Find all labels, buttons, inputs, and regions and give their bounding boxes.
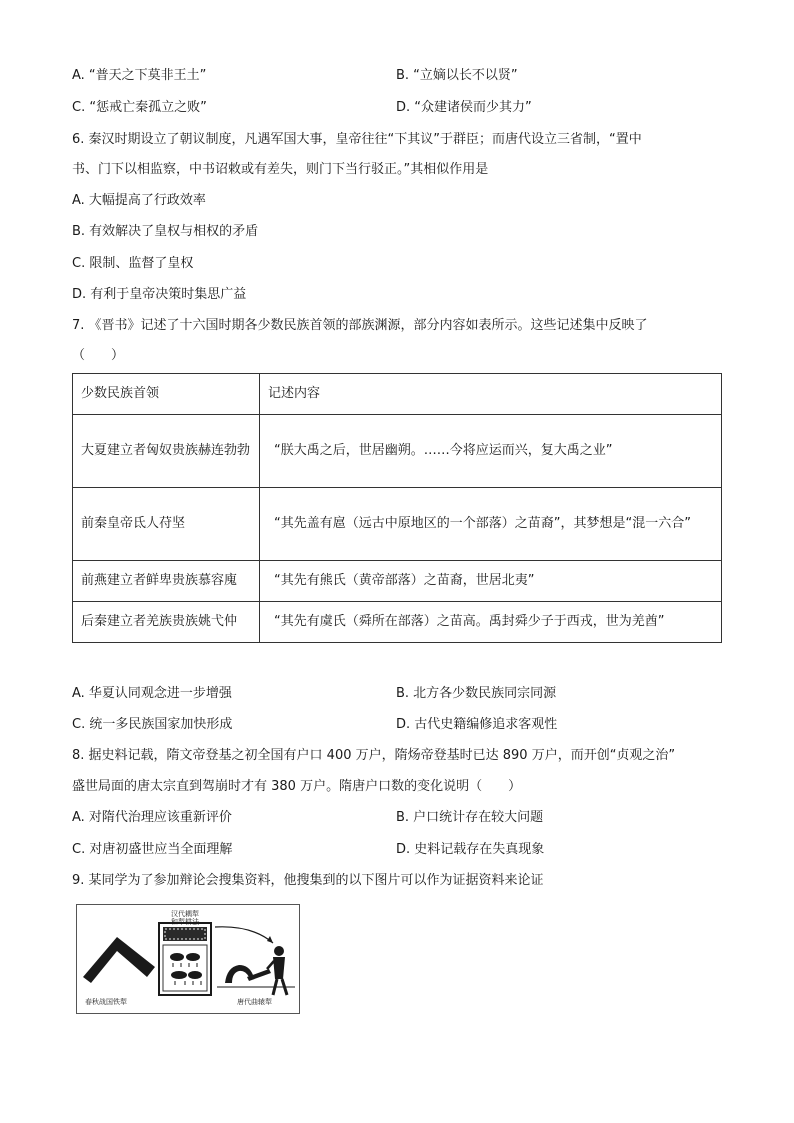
q7-option-d: D. 古代史籍编修追求客观性	[396, 717, 558, 732]
q8-stem-line1: 8. 据史料记载，隋文帝登基之初全国有户口 400 万户，隋炀帝登基时已达 890 万户，而开创“贞观之治”	[72, 748, 676, 763]
q7-option-a: A. 华夏认同观念进一步增强	[72, 686, 232, 701]
q7-stem-line2: （ ）	[72, 348, 125, 363]
table-row	[73, 415, 722, 488]
table-header-leader: 少数民族首领	[73, 374, 260, 415]
q5-option-b: B. “立嫡以长不以贤”	[396, 68, 518, 83]
q6-stem-line2: 书、门下以相监察，中书诏敕或有差失，则门下当行驳正。”其相似作用是	[72, 162, 489, 177]
ox-icon	[186, 953, 200, 961]
ox-icon	[188, 971, 202, 979]
table-row	[73, 602, 722, 643]
q8-option-c: C. 对唐初盛世应当全面理解	[72, 842, 233, 857]
q7-option-c: C. 统一多民族国家加快形成	[72, 717, 233, 732]
q8-stem-line2: 盛世局面的唐太宗直到驾崩时才有 380 万户。隋唐户口数的变化说明（ ）	[72, 779, 522, 794]
q7-stem-line1: 7. 《晋书》记述了十六国时期各少数民族首领的部族渊源，部分内容如表所示。这些记述集中反映了	[72, 318, 648, 333]
q8-option-d: D. 史料记载存在失真现象	[396, 842, 545, 857]
iron-plough-shape	[83, 937, 155, 983]
table-cell-content: “朕大禹之后，世居幽朔。……今将应运而兴，复大禹之业”	[260, 415, 722, 488]
q9-stem-line1: 9. 某同学为了参加辩论会搜集资料，他搜集到的以下图片可以作为证据资料来论证	[72, 873, 544, 888]
label-curved-plough: 唐代曲辕犁	[237, 998, 272, 1006]
label-han-plough-2: 和犁耕法	[171, 918, 199, 926]
ox-icon	[171, 971, 187, 979]
table-cell-content: “其先盖有扈（远古中原地区的一个部落）之苗裔”，其梦想是“混一六合”	[260, 488, 722, 561]
q7-option-b: B. 北方各少数民族同宗同源	[396, 686, 557, 701]
table-row	[73, 561, 722, 602]
ox-icon	[170, 953, 184, 961]
q6-option-c: C. 限制、监督了皇权	[72, 256, 194, 271]
q7-records-table	[72, 373, 722, 643]
q8-option-a: A. 对隋代治理应该重新评价	[72, 810, 232, 825]
label-iron-plough: 春秋战国铁犁	[85, 998, 127, 1006]
q8-option-b: B. 户口统计存在较大问题	[396, 810, 544, 825]
q5-option-c: C. “惩戒亡秦孤立之败”	[72, 100, 207, 115]
table-cell-leader: 后秦建立者羌族贵族姚弋仲	[73, 602, 260, 643]
table-header-row	[73, 374, 722, 415]
progress-arrow	[215, 927, 273, 943]
table-cell-leader: 前秦皇帝氐人苻坚	[73, 488, 260, 561]
q6-option-b: B. 有效解决了皇权与相权的矛盾	[72, 224, 259, 239]
farmer-icon	[274, 946, 284, 956]
q6-stem-line1: 6. 秦汉时期设立了朝议制度，凡遇军国大事，皇帝往往“下其议”于群臣；而唐代设立三省制，“置中	[72, 132, 642, 147]
table-cell-leader: 前燕建立者鲜卑贵族慕容廆	[73, 561, 260, 602]
table-header-content: 记述内容	[260, 374, 722, 415]
table-cell-content: “其先有虞氏（舜所在部落）之苗高。禹封舜少子于西戎，世为羌酋”	[260, 602, 722, 643]
table-row	[73, 488, 722, 561]
table-cell-leader: 大夏建立者匈奴贵族赫连勃勃	[73, 415, 260, 488]
q5-option-a: A. “普天之下莫非王土”	[72, 68, 207, 83]
q6-option-a: A. 大幅提高了行政效率	[72, 193, 206, 208]
table-cell-content: “其先有熊氏（黄帝部落）之苗裔，世居北夷”	[260, 561, 722, 602]
q5-option-d: D. “众建诸侯而少其力”	[396, 100, 532, 115]
plough-evolution-figure	[76, 904, 300, 1014]
label-han-plough-1: 汉代耦犁	[171, 910, 199, 918]
q6-option-d: D. 有利于皇帝决策时集思广益	[72, 287, 247, 302]
